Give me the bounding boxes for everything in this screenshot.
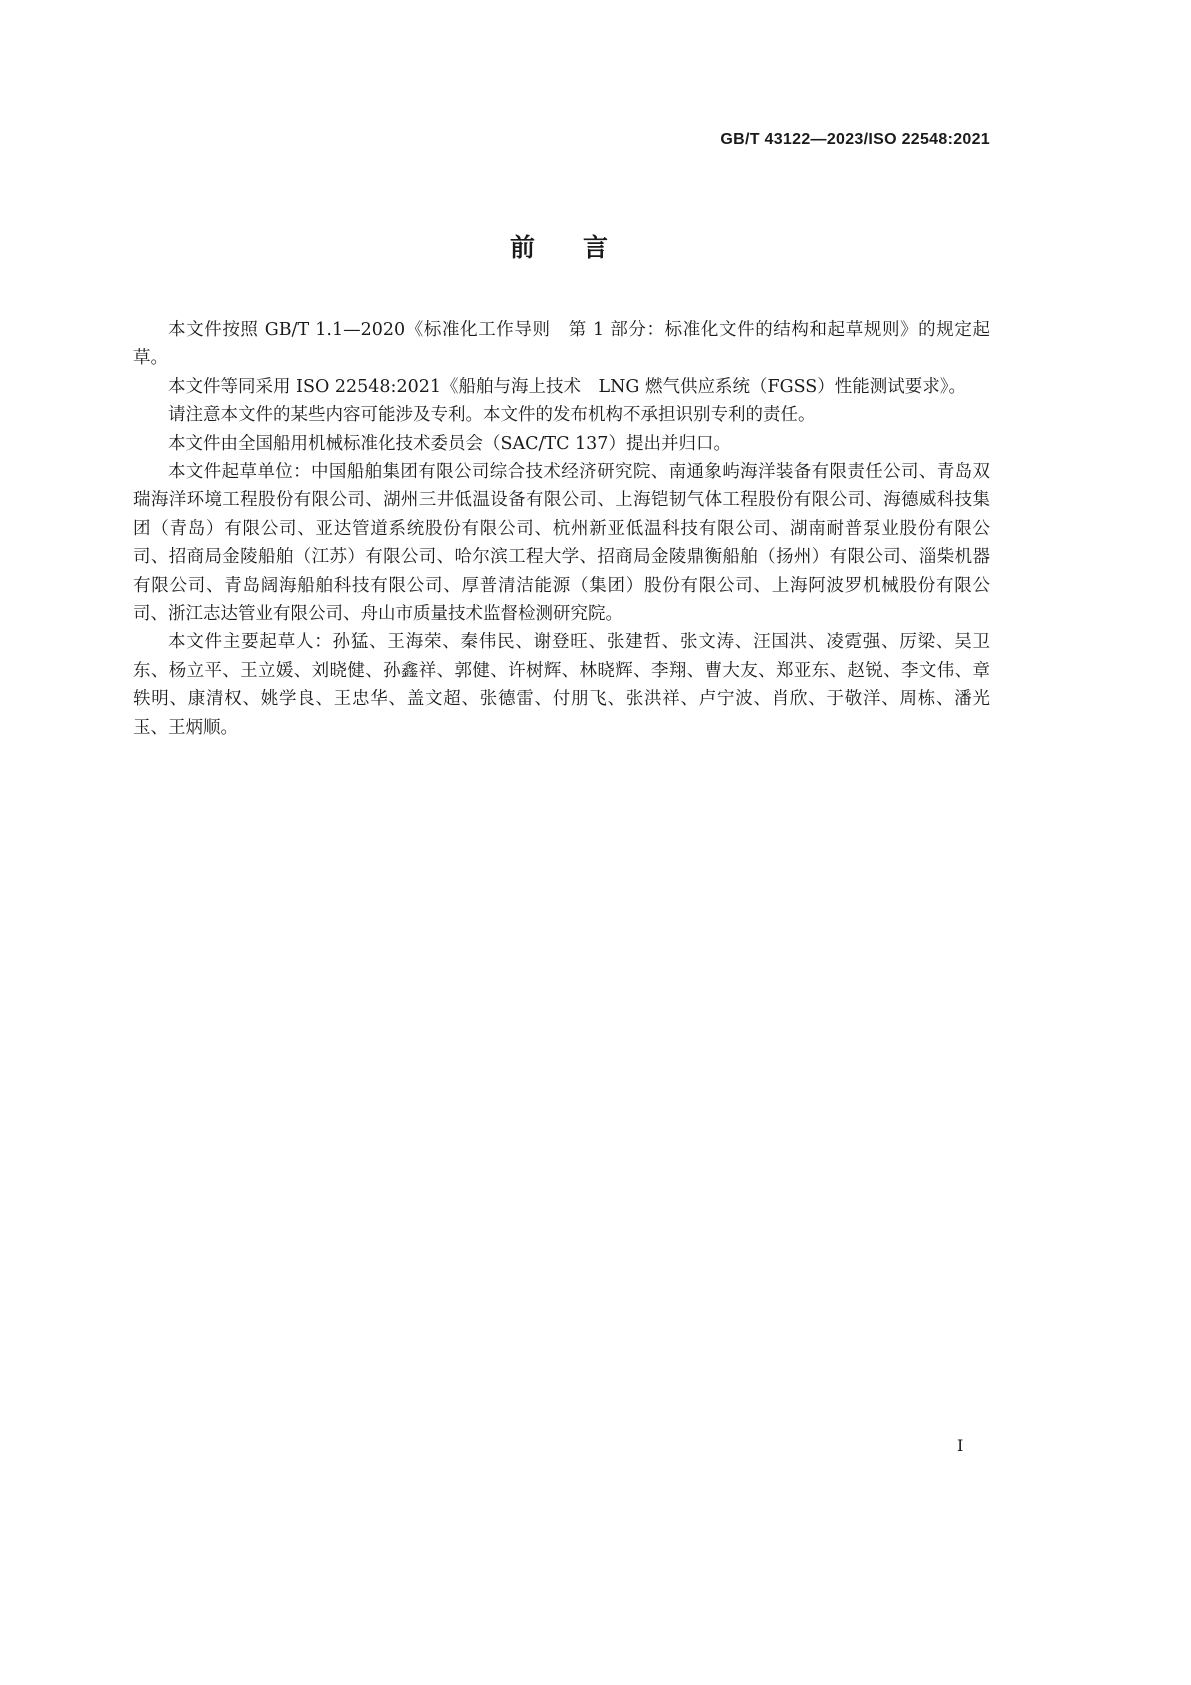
standard-code: GB/T 43122—2023/ISO 22548:2021 <box>720 131 990 148</box>
paragraph-proposer: 本文件由全国船用机械标准化技术委员会（SAC/TC 137）提出并归口。 <box>168 433 731 454</box>
page-number: I <box>957 1436 964 1455</box>
paragraph-drafters: 本文件主要起草人：孙猛、王海荣、秦伟民、谢登旺、张建哲、张文涛、汪国洪、凌霓强、厉梁、吴卫东、杨立平、王立媛、刘晓健、孙鑫祥、郭健、许树辉、林晓辉、李翔、曹大友、郑亚东、赵锐、李文伟、章轶明、康清权、姚学良、王忠华、盖文超、张德雷、付朋飞、张洪祥、卢宁波、肖欣、于敬洋、周栋、潘光玉、王炳顺。 <box>133 632 990 738</box>
paragraph-patent-notice: 请注意本文件的某些内容可能涉及专利。本文件的发布机构不承担识别专利的责任。 <box>168 405 816 426</box>
foreword-body <box>133 316 990 742</box>
paragraph-drafting-rules: 本文件按照 GB/T 1.1—2020《标准化工作导则 第 1 部分：标准化文件的结构和起草规则》的规定起草。 <box>133 320 990 369</box>
paragraph-adoption: 本文件等同采用 ISO 22548:2021《船舶与海上技术 LNG 燃气供应系统（FGSS）性能测试要求》。 <box>168 376 966 397</box>
page-title: 前言 <box>509 233 656 262</box>
paragraph-drafting-units: 本文件起草单位：中国船舶集团有限公司综合技术经济研究院、南通象屿海洋装备有限责任公司、青岛双瑞海洋环境工程股份有限公司、湖州三井低温设备有限公司、上海铠韧气体工程股份有限公司、海德威科技集团（青岛）有限公司、亚达管道系统股份有限公司、杭州新亚低温科技有限公司、湖南耐普泵业股份有限公司、招商局金陵船舶（江苏）有限公司、哈尔滨工程大学、招商局金陵鼎衡船舶（扬州）有限公司、淄柴机器有限公司、青岛阔海船舶科技有限公司、厚普清洁能源（集团）股份有限公司、上海阿波罗机械股份有限公司、浙江志达管业有限公司、舟山市质量技术监督检测研究院。 <box>133 462 990 625</box>
